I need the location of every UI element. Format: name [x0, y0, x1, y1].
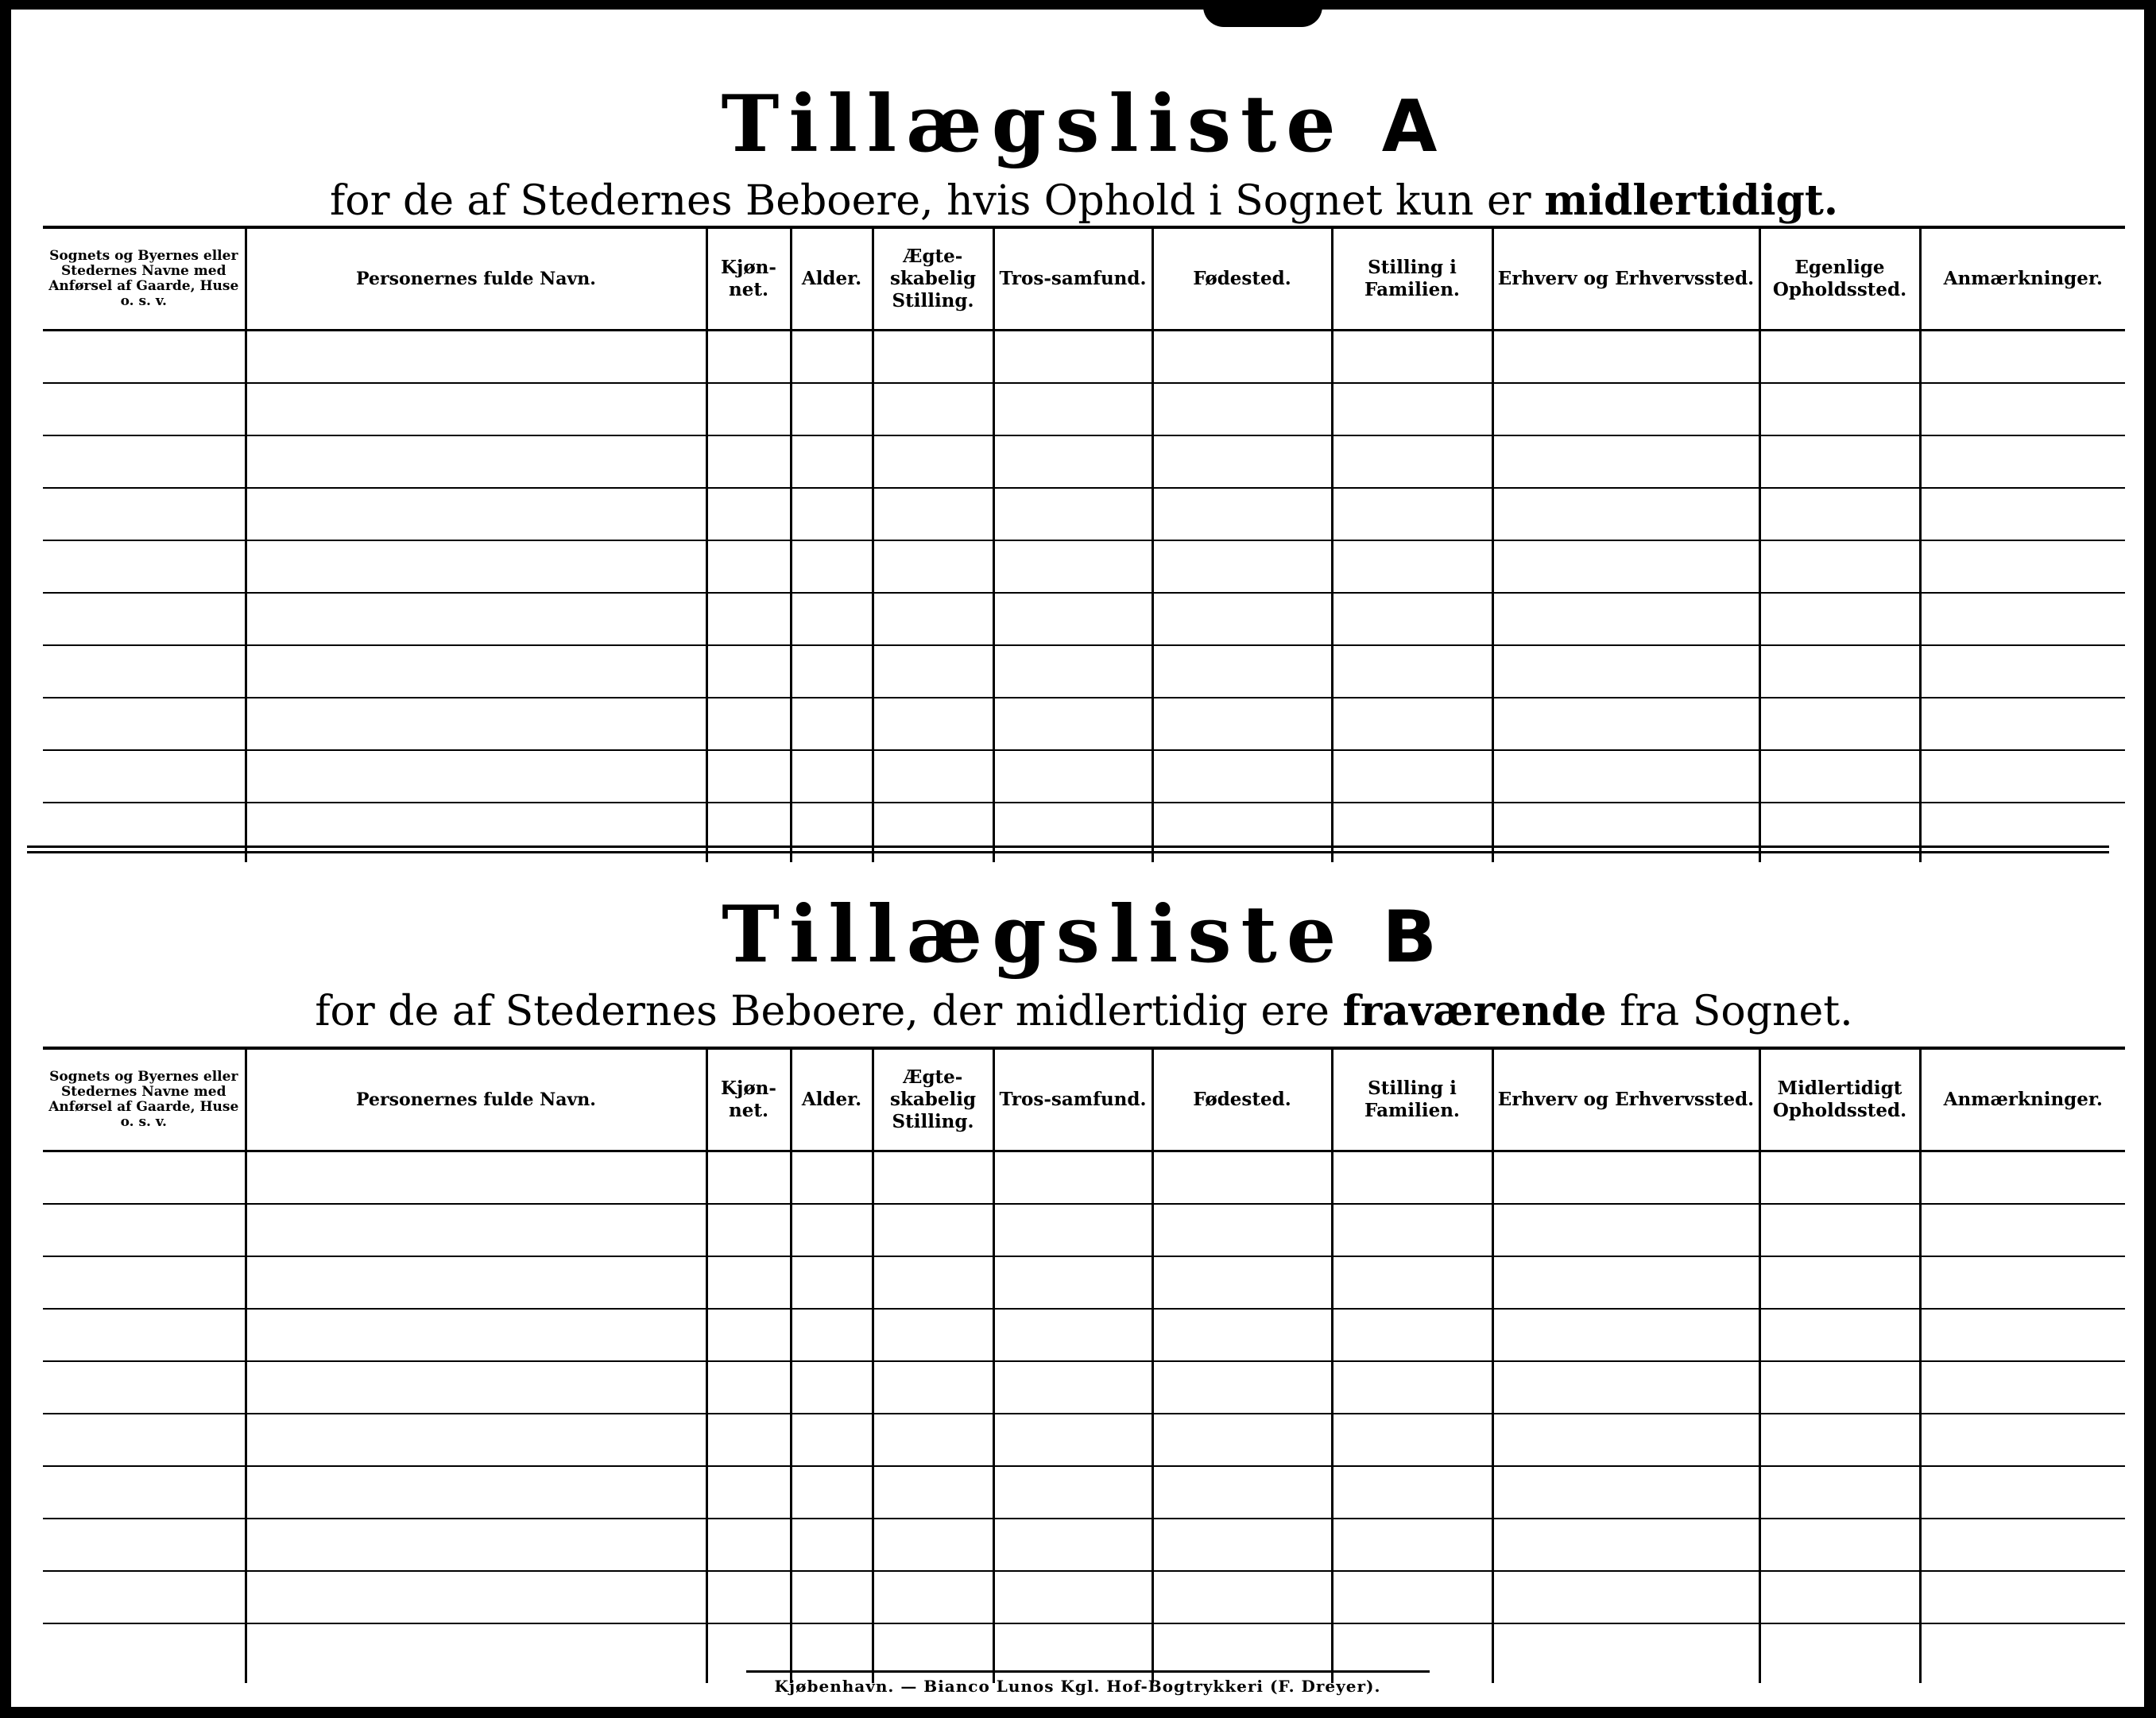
table-cell[interactable] — [246, 1466, 706, 1519]
table-cell[interactable] — [246, 1623, 706, 1683]
table-cell[interactable] — [791, 1151, 873, 1205]
table-cell[interactable] — [1492, 331, 1759, 384]
table-cell[interactable] — [1492, 1256, 1759, 1309]
table-cell[interactable] — [791, 1414, 873, 1466]
table-cell[interactable] — [873, 1623, 993, 1683]
table-row — [43, 1414, 2125, 1466]
table-cell[interactable] — [993, 1466, 1152, 1519]
table-cell[interactable] — [43, 1414, 246, 1466]
table-cell[interactable] — [43, 1466, 246, 1519]
table-cell[interactable] — [1759, 331, 1920, 384]
table-cell[interactable] — [1920, 1466, 2125, 1519]
table-cell[interactable] — [993, 1623, 1152, 1683]
table-cell[interactable] — [1920, 750, 2125, 803]
table-cell[interactable] — [43, 435, 246, 488]
table-cell[interactable] — [873, 1361, 993, 1414]
table-cell[interactable] — [993, 1151, 1152, 1205]
table-cell[interactable] — [1332, 383, 1492, 435]
table-cell[interactable] — [993, 1571, 1152, 1623]
table-cell[interactable] — [1920, 1519, 2125, 1571]
list-b-column-header: Anmærkninger. — [1920, 1048, 2125, 1151]
table-cell[interactable] — [993, 1204, 1152, 1256]
table-cell[interactable] — [1492, 1623, 1759, 1683]
table-cell[interactable] — [1492, 1204, 1759, 1256]
table-cell[interactable] — [873, 1204, 993, 1256]
table-cell[interactable] — [1152, 698, 1332, 750]
table-row — [43, 331, 2125, 384]
list-a-title-word: Tillægsliste — [721, 79, 1345, 170]
table-row — [43, 1151, 2125, 1205]
table-cell[interactable] — [1492, 1414, 1759, 1466]
list-a-subtitle — [43, 176, 2125, 226]
table-row — [43, 1571, 2125, 1623]
table-cell[interactable] — [43, 1309, 246, 1361]
table-cell[interactable] — [873, 1571, 993, 1623]
list-a-column-header: Egenlige Opholdssted. — [1759, 227, 1920, 331]
table-cell[interactable] — [706, 1571, 791, 1623]
table-cell[interactable] — [1759, 645, 1920, 698]
table-cell[interactable] — [246, 1309, 706, 1361]
table-cell[interactable] — [1332, 645, 1492, 698]
table-cell[interactable] — [1759, 1466, 1920, 1519]
list-b-column-header: Alder. — [791, 1048, 873, 1151]
table-cell[interactable] — [791, 1466, 873, 1519]
table-cell[interactable] — [706, 1466, 791, 1519]
table-cell[interactable] — [43, 698, 246, 750]
table-cell[interactable] — [993, 331, 1152, 384]
table-cell[interactable] — [1759, 1151, 1920, 1205]
table-cell[interactable] — [873, 1466, 993, 1519]
table-cell[interactable] — [1920, 1623, 2125, 1683]
table-cell[interactable] — [1759, 540, 1920, 593]
table-cell[interactable] — [791, 645, 873, 698]
table-cell[interactable] — [1920, 331, 2125, 384]
table-cell[interactable] — [1492, 645, 1759, 698]
table-cell[interactable] — [791, 593, 873, 645]
table-cell[interactable] — [1152, 331, 1332, 384]
table-cell[interactable] — [706, 1519, 791, 1571]
table-cell[interactable] — [706, 698, 791, 750]
table-cell[interactable] — [1332, 1571, 1492, 1623]
table-row — [43, 540, 2125, 593]
list-a-column-header: Fødested. — [1152, 227, 1332, 331]
table-cell[interactable] — [1920, 1414, 2125, 1466]
table-cell[interactable] — [706, 750, 791, 803]
table-row — [43, 750, 2125, 803]
binding-notch — [1203, 6, 1322, 27]
table-cell[interactable] — [791, 1204, 873, 1256]
table-cell[interactable] — [1920, 593, 2125, 645]
table-cell[interactable] — [246, 750, 706, 803]
table-cell[interactable] — [246, 645, 706, 698]
table-cell[interactable] — [1152, 383, 1332, 435]
table-cell[interactable] — [993, 540, 1152, 593]
table-cell[interactable] — [1332, 1204, 1492, 1256]
table-cell[interactable] — [43, 1623, 246, 1683]
table-cell[interactable] — [993, 1414, 1152, 1466]
table-cell[interactable] — [1332, 1361, 1492, 1414]
table-cell[interactable] — [791, 1571, 873, 1623]
table-cell[interactable] — [1152, 1623, 1332, 1683]
table-cell[interactable] — [1920, 698, 2125, 750]
table-cell[interactable] — [1332, 1309, 1492, 1361]
table-cell[interactable] — [1332, 750, 1492, 803]
list-a-column-header: Stilling i Familien. — [1332, 227, 1492, 331]
list-b-title-word: Tillægsliste — [722, 889, 1346, 981]
table-cell[interactable] — [1759, 1309, 1920, 1361]
table-cell[interactable] — [43, 331, 246, 384]
list-a-column-header: Alder. — [791, 227, 873, 331]
table-cell[interactable] — [246, 435, 706, 488]
table-cell[interactable] — [1920, 1256, 2125, 1309]
table-cell[interactable] — [1920, 488, 2125, 540]
table-cell[interactable] — [791, 1361, 873, 1414]
table-cell[interactable] — [993, 383, 1152, 435]
table-cell[interactable] — [1492, 1361, 1759, 1414]
table-cell[interactable] — [1759, 1519, 1920, 1571]
supplement-list-a — [43, 81, 2125, 844]
table-cell[interactable] — [993, 1519, 1152, 1571]
table-cell[interactable] — [873, 698, 993, 750]
table-row — [43, 1466, 2125, 1519]
table-row — [43, 435, 2125, 488]
table-cell[interactable] — [1152, 1204, 1332, 1256]
table-row — [43, 645, 2125, 698]
table-cell[interactable] — [1759, 488, 1920, 540]
list-a-column-header: Tros-samfund. — [993, 227, 1152, 331]
list-a-title — [43, 81, 2125, 171]
table-cell[interactable] — [1759, 1361, 1920, 1414]
table-cell[interactable] — [993, 488, 1152, 540]
table-cell[interactable] — [706, 488, 791, 540]
table-cell[interactable] — [246, 1256, 706, 1309]
list-a-subtitle-emphasis: midlertidigt. — [1544, 176, 1838, 225]
table-cell[interactable] — [791, 540, 873, 593]
list-b-subtitle-emphasis: fraværende — [1342, 987, 1607, 1035]
table-cell[interactable] — [1332, 1519, 1492, 1571]
table-cell[interactable] — [706, 1309, 791, 1361]
printer-imprint: Kjøbenhavn. — Bianco Lunos Kgl. Hof-Bogtrykkeri (F. Dreyer). — [774, 1677, 1381, 1696]
supplement-list-b — [43, 889, 2125, 1686]
table-cell[interactable] — [1759, 1256, 1920, 1309]
table-cell[interactable] — [1152, 645, 1332, 698]
table-cell[interactable] — [873, 1256, 993, 1309]
table-cell[interactable] — [993, 1309, 1152, 1361]
list-a-title-letter: A — [1381, 85, 1447, 168]
table-cell[interactable] — [1920, 1204, 2125, 1256]
table-cell[interactable] — [1492, 1466, 1759, 1519]
list-b-column-header: Erhverv og Erhvervssted. — [1492, 1048, 1759, 1151]
table-cell[interactable] — [1759, 593, 1920, 645]
table-cell[interactable] — [1152, 1309, 1332, 1361]
list-b-body — [43, 1151, 2125, 1684]
table-cell[interactable] — [43, 645, 246, 698]
table-cell[interactable] — [43, 750, 246, 803]
table-cell[interactable] — [993, 1361, 1152, 1414]
table-cell[interactable] — [1759, 1623, 1920, 1683]
table-cell[interactable] — [706, 593, 791, 645]
list-b-column-header: Midlertidigt Opholdssted. — [1759, 1048, 1920, 1151]
table-cell[interactable] — [246, 1361, 706, 1414]
table-row — [43, 593, 2125, 645]
table-cell[interactable] — [246, 593, 706, 645]
table-cell[interactable] — [1759, 383, 1920, 435]
table-cell[interactable] — [1759, 435, 1920, 488]
table-cell[interactable] — [1332, 1466, 1492, 1519]
table-cell[interactable] — [1920, 435, 2125, 488]
list-b-column-header: Personernes fulde Navn. — [246, 1048, 706, 1151]
list-a-column-header: Anmærkninger. — [1920, 227, 2125, 331]
table-cell[interactable] — [706, 645, 791, 698]
table-cell[interactable] — [1332, 1414, 1492, 1466]
list-a-column-header: Sognets og Byernes eller Stedernes Navne med Anførsel af Gaarde, Huse o. s. v. — [43, 227, 246, 331]
table-cell[interactable] — [1759, 1414, 1920, 1466]
table-cell[interactable] — [1920, 540, 2125, 593]
table-cell[interactable] — [1332, 435, 1492, 488]
list-a-column-header: Kjøn-net. — [706, 227, 791, 331]
list-b-column-header: Ægte-skabelig Stilling. — [873, 1048, 993, 1151]
list-b-column-header: Tros-samfund. — [993, 1048, 1152, 1151]
table-cell[interactable] — [1332, 1151, 1492, 1205]
table-cell[interactable] — [1152, 1256, 1332, 1309]
table-cell[interactable] — [706, 331, 791, 384]
table-cell[interactable] — [1152, 488, 1332, 540]
table-row — [43, 698, 2125, 750]
table-cell[interactable] — [1152, 435, 1332, 488]
list-b-subtitle-text-after: fra Sognet. — [1620, 988, 1853, 1035]
table-cell[interactable] — [706, 1151, 791, 1205]
table-cell[interactable] — [791, 1623, 873, 1683]
list-a-subtitle-text: for de af Stedernes Beboere, hvis Ophold i Sognet kun er — [330, 177, 1531, 225]
table-cell[interactable] — [1332, 488, 1492, 540]
table-cell[interactable] — [873, 540, 993, 593]
table-row — [43, 1623, 2125, 1683]
table-cell[interactable] — [246, 1519, 706, 1571]
footer-rule — [746, 1670, 1430, 1673]
table-cell[interactable] — [1920, 1309, 2125, 1361]
list-b-column-header: Kjøn-net. — [706, 1048, 791, 1151]
table-cell[interactable] — [246, 540, 706, 593]
table-cell[interactable] — [1492, 1519, 1759, 1571]
table-cell[interactable] — [43, 593, 246, 645]
table-cell[interactable] — [873, 1309, 993, 1361]
table-cell[interactable] — [1759, 698, 1920, 750]
table-cell[interactable] — [43, 1204, 246, 1256]
table-cell[interactable] — [873, 645, 993, 698]
table-row — [43, 1204, 2125, 1256]
table-cell[interactable] — [1332, 540, 1492, 593]
table-cell[interactable] — [873, 331, 993, 384]
table-cell[interactable] — [1492, 435, 1759, 488]
table-cell[interactable] — [1332, 698, 1492, 750]
list-b-subtitle — [43, 986, 2125, 1037]
table-cell[interactable] — [246, 1414, 706, 1466]
table-cell[interactable] — [791, 383, 873, 435]
list-b-column-header: Sognets og Byernes eller Stedernes Navne med Anførsel af Gaarde, Huse o. s. v. — [43, 1048, 246, 1151]
table-cell[interactable] — [43, 1519, 246, 1571]
list-b-column-header: Stilling i Familien. — [1332, 1048, 1492, 1151]
census-form-page — [11, 10, 2144, 1707]
table-cell[interactable] — [1492, 750, 1759, 803]
table-cell[interactable] — [706, 435, 791, 488]
table-cell[interactable] — [1920, 1361, 2125, 1414]
section-divider — [27, 845, 2109, 853]
table-cell[interactable] — [1332, 1256, 1492, 1309]
table-cell[interactable] — [993, 645, 1152, 698]
table-cell[interactable] — [1152, 1414, 1332, 1466]
table-cell[interactable] — [1759, 1204, 1920, 1256]
table-cell[interactable] — [1492, 1309, 1759, 1361]
table-cell[interactable] — [791, 698, 873, 750]
table-cell[interactable] — [993, 593, 1152, 645]
list-b-column-header: Fødested. — [1152, 1048, 1332, 1151]
table-cell[interactable] — [43, 383, 246, 435]
list-b-title — [43, 889, 2125, 981]
table-cell[interactable] — [706, 1414, 791, 1466]
table-cell[interactable] — [706, 540, 791, 593]
table-cell[interactable] — [246, 698, 706, 750]
table-cell[interactable] — [43, 1151, 246, 1205]
table-row — [43, 1309, 2125, 1361]
table-cell[interactable] — [1152, 1466, 1332, 1519]
table-cell[interactable] — [706, 1623, 791, 1683]
table-cell[interactable] — [791, 750, 873, 803]
table-cell[interactable] — [1492, 1151, 1759, 1205]
table-cell[interactable] — [43, 540, 246, 593]
table-cell[interactable] — [706, 1204, 791, 1256]
table-cell[interactable] — [993, 435, 1152, 488]
table-cell[interactable] — [1152, 1519, 1332, 1571]
table-cell[interactable] — [873, 383, 993, 435]
list-b-table — [43, 1047, 2125, 1683]
table-cell[interactable] — [1492, 698, 1759, 750]
table-cell[interactable] — [873, 1414, 993, 1466]
table-cell[interactable] — [1152, 1571, 1332, 1623]
table-cell[interactable] — [1920, 645, 2125, 698]
table-cell[interactable] — [791, 1309, 873, 1361]
table-cell[interactable] — [993, 1256, 1152, 1309]
list-b-header-row — [43, 1048, 2125, 1151]
table-cell[interactable] — [43, 1571, 246, 1623]
table-cell[interactable] — [1152, 593, 1332, 645]
table-cell[interactable] — [246, 1571, 706, 1623]
table-cell[interactable] — [873, 435, 993, 488]
table-cell[interactable] — [1332, 1623, 1492, 1683]
table-cell[interactable] — [791, 1256, 873, 1309]
list-a-body — [43, 331, 2125, 863]
table-cell[interactable] — [873, 593, 993, 645]
table-cell[interactable] — [873, 1519, 993, 1571]
table-cell[interactable] — [706, 383, 791, 435]
table-row — [43, 1361, 2125, 1414]
list-a-header-row — [43, 227, 2125, 331]
table-cell[interactable] — [1492, 383, 1759, 435]
table-cell[interactable] — [1920, 1151, 2125, 1205]
table-cell[interactable] — [1920, 383, 2125, 435]
table-cell[interactable] — [1492, 593, 1759, 645]
table-cell[interactable] — [1152, 540, 1332, 593]
table-cell[interactable] — [43, 488, 246, 540]
table-cell[interactable] — [1332, 331, 1492, 384]
list-a-table — [43, 226, 2125, 862]
table-cell[interactable] — [246, 1204, 706, 1256]
table-cell[interactable] — [43, 1256, 246, 1309]
list-a-column-header: Erhverv og Erhvervssted. — [1492, 227, 1759, 331]
table-cell[interactable] — [791, 1519, 873, 1571]
table-cell[interactable] — [43, 1361, 246, 1414]
list-a-column-header: Personernes fulde Navn. — [246, 227, 706, 331]
table-cell[interactable] — [1759, 750, 1920, 803]
table-cell[interactable] — [791, 435, 873, 488]
table-row — [43, 488, 2125, 540]
table-cell[interactable] — [993, 698, 1152, 750]
table-cell[interactable] — [706, 1256, 791, 1309]
table-cell[interactable] — [993, 750, 1152, 803]
table-cell[interactable] — [873, 750, 993, 803]
table-cell[interactable] — [873, 488, 993, 540]
table-cell[interactable] — [246, 331, 706, 384]
table-cell[interactable] — [246, 488, 706, 540]
table-cell[interactable] — [1152, 1151, 1332, 1205]
list-b-subtitle-text-before: for de af Stedernes Beboere, der midlertidig ere — [315, 988, 1330, 1035]
table-cell[interactable] — [1152, 1361, 1332, 1414]
table-cell[interactable] — [246, 383, 706, 435]
table-cell[interactable] — [1759, 1571, 1920, 1623]
table-row — [43, 1256, 2125, 1309]
table-cell[interactable] — [246, 1151, 706, 1205]
list-b-title-letter: B — [1382, 896, 1446, 979]
table-cell[interactable] — [873, 1151, 993, 1205]
table-row — [43, 1519, 2125, 1571]
table-cell[interactable] — [1492, 540, 1759, 593]
table-cell[interactable] — [1920, 1571, 2125, 1623]
table-cell[interactable] — [791, 488, 873, 540]
table-cell[interactable] — [1492, 1571, 1759, 1623]
table-cell[interactable] — [791, 331, 873, 384]
list-a-column-header: Ægte-skabelig Stilling. — [873, 227, 993, 331]
table-cell[interactable] — [706, 1361, 791, 1414]
table-cell[interactable] — [1332, 593, 1492, 645]
table-row — [43, 383, 2125, 435]
table-cell[interactable] — [1492, 488, 1759, 540]
table-cell[interactable] — [1152, 750, 1332, 803]
